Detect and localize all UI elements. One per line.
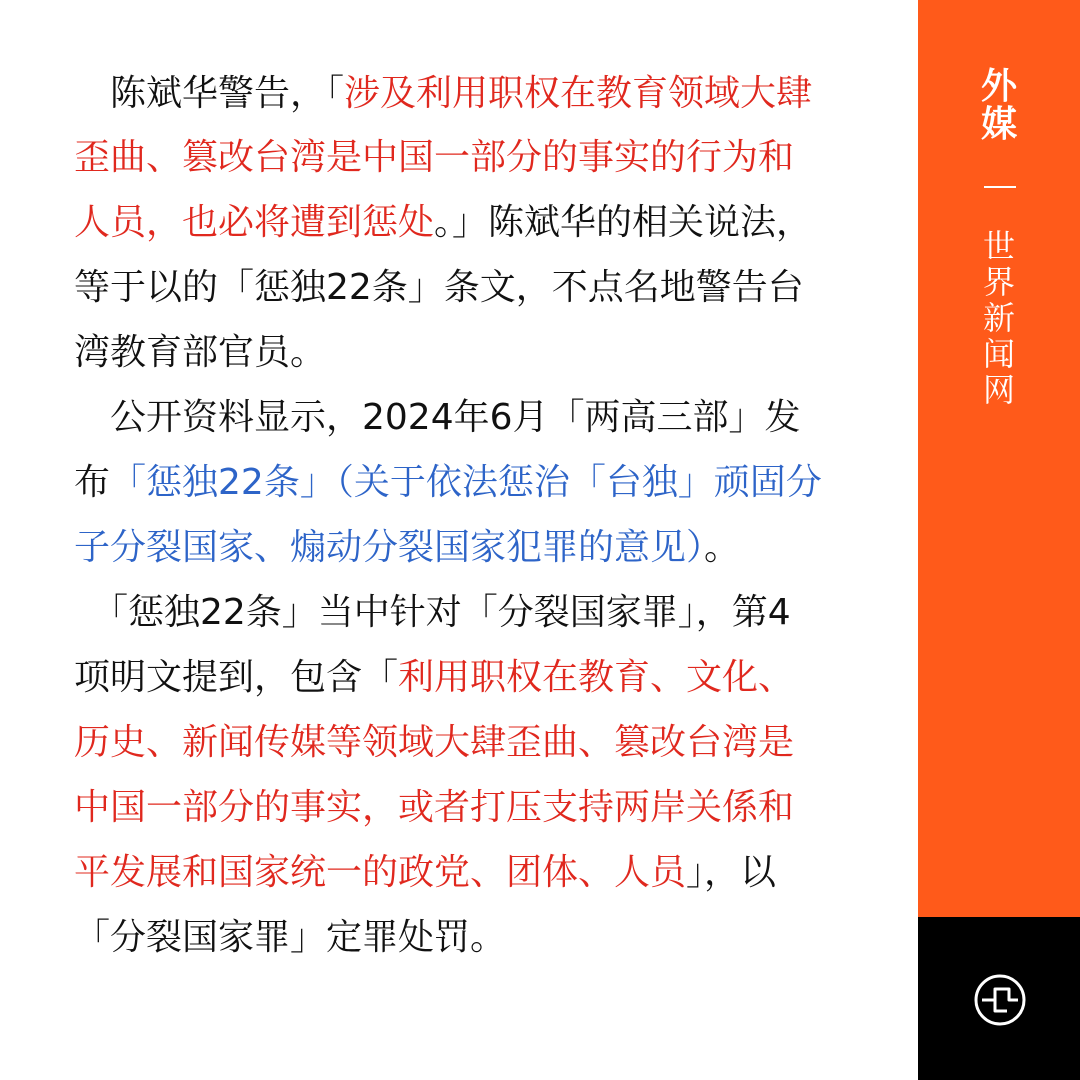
text-line — [74, 325, 326, 381]
vertical-character: 外 — [980, 66, 1017, 107]
text-line — [74, 66, 812, 122]
highlighted-text: 涉及利用职权在教育领域大肆 — [344, 73, 813, 114]
text-line — [74, 260, 804, 316]
highlighted-text: 人员，也必将遭到惩处 — [74, 202, 435, 243]
highlighted-text: 利用职权在教育、文化、 — [398, 657, 795, 698]
sidebar — [918, 0, 1080, 1080]
text-segment: 布 — [74, 462, 111, 503]
text-segment: 公开资料显示，2024年6月「两高三部」发 — [74, 397, 801, 438]
highlighted-text: 歪曲、篡改台湾是中国一部分的事实的行为和 — [74, 137, 795, 178]
text-line — [74, 650, 794, 706]
text-segment: 「分裂国家罪」定罪处罚。 — [74, 917, 507, 958]
text-line — [74, 130, 794, 186]
highlighted-text: 中国一部分的事实，或者打压支持两岸关係和 — [74, 787, 795, 828]
vertical-character: 媒 — [980, 104, 1017, 145]
highlighted-text: 平发展和国家统一的政党、团体、人员 — [74, 852, 687, 893]
vertical-character: 新 — [982, 299, 1015, 337]
text-segment: 陈斌华警告，「 — [74, 73, 345, 114]
text-segment: 。 — [704, 527, 741, 568]
text-line — [74, 195, 812, 251]
vertical-character: 网 — [982, 371, 1015, 409]
text-segment: 等于以的「惩独22条」条文，不点名地警告台 — [74, 267, 804, 308]
sidebar-brand-panel — [918, 0, 1080, 917]
text-segment: 湾教育部官员。 — [74, 332, 327, 373]
text-line — [74, 455, 822, 511]
text-line — [74, 390, 801, 446]
text-line — [74, 715, 794, 771]
sidebar-logo-panel — [918, 917, 1080, 1080]
text-segment: 「惩独22条」当中针对「分裂国家罪」，第4 — [74, 592, 791, 633]
text-segment: 。」陈斌华的相关说法， — [434, 202, 813, 243]
vertical-character: 界 — [982, 263, 1015, 301]
vertical-character: 世 — [982, 227, 1015, 265]
highlighted-text: 历史、新闻传媒等领域大肆歪曲、篡改台湾是 — [74, 722, 795, 763]
text-line — [74, 780, 794, 836]
linked-text: 子分裂国家、煽动分裂国家犯罪的意见） — [74, 527, 705, 568]
brand-label — [918, 68, 1080, 144]
text-line — [74, 910, 506, 966]
text-segment: 项明文提到，包含「 — [74, 657, 399, 698]
text-line — [74, 520, 740, 576]
site-name — [918, 228, 1080, 408]
separator-dash — [984, 186, 1016, 188]
circle-logo-icon — [973, 973, 1027, 1027]
linked-text: 「惩独22条」（关于依法惩治「台独」顽固分 — [110, 462, 822, 503]
text-line — [74, 585, 791, 641]
vertical-character: 闻 — [982, 335, 1015, 373]
text-segment: 」，以 — [686, 852, 777, 893]
text-line — [74, 845, 776, 901]
